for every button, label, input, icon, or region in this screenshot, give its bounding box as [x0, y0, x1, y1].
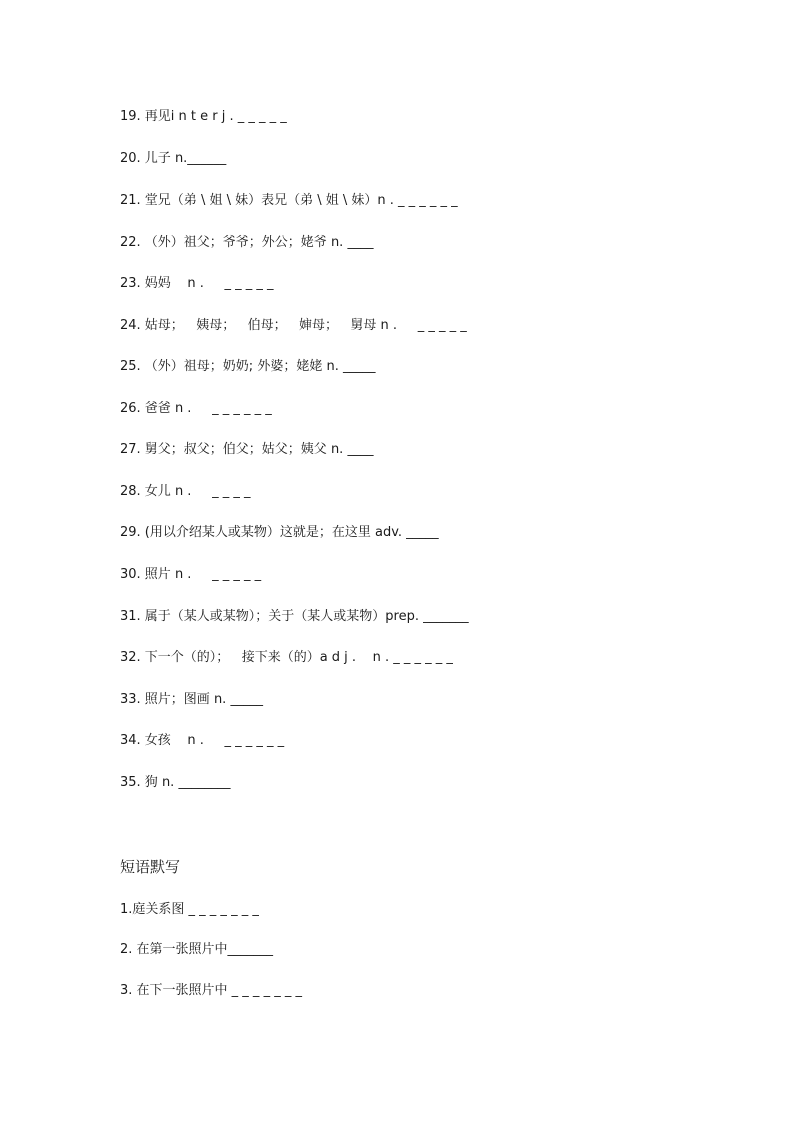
phrase-item-3: 3. 在下一张照片中 _ _ _ _ _ _ _	[120, 983, 302, 998]
vocab-item-20: 20. 儿子 n.______	[120, 151, 227, 166]
vocab-item-33: 33. 照片；图画 n. _____	[120, 692, 263, 707]
vocab-item-19: 19. 再见i n t e r j . _ _ _ _ _	[120, 109, 287, 124]
vocab-item-26: 26. 爸爸 n . _ _ _ _ _ _	[120, 401, 272, 416]
phrase-item-1: 1.庭关系图 _ _ _ _ _ _ _	[120, 902, 259, 917]
vocab-item-31: 31. 属于（某人或某物）；关于（某人或某物）prep. _______	[120, 609, 469, 624]
vocab-item-27: 27. 舅父；叔父；伯父；姑父；姨父 n. ____	[120, 442, 374, 457]
vocab-item-23: 23. 妈妈 n . _ _ _ _ _	[120, 276, 274, 291]
vocab-item-25: 25. （外）祖母；奶奶; 外婆；姥姥 n. _____	[120, 359, 376, 374]
vocab-item-35: 35. 狗 n. ________	[120, 775, 231, 790]
vocab-item-29: 29. (用以介绍某人或某物）这就是；在这里 adv. _____	[120, 525, 439, 540]
vocab-item-34: 34. 女孩 n . _ _ _ _ _ _	[120, 733, 285, 748]
vocab-item-32: 32. 下一个（的）； 接下来（的）a d j . n . _ _ _ _ _ _	[120, 650, 453, 665]
vocab-item-22: 22. （外）祖父；爷爷；外公；姥爷 n. ____	[120, 235, 374, 250]
phrases-heading: 短语默写	[120, 858, 181, 876]
vocab-item-28: 28. 女儿 n . _ _ _ _	[120, 484, 251, 499]
vocab-item-30: 30. 照片 n . _ _ _ _ _	[120, 567, 262, 582]
vocab-item-21: 21. 堂兄（弟 \ 姐 \ 妹）表兄（弟 \ 姐 \ 妹）n . _ _ _ _ _ _	[120, 193, 458, 208]
vocab-item-24: 24. 姑母； 姨母； 伯母； 婶母； 舅母 n . _ _ _ _ _	[120, 318, 467, 333]
phrase-item-2: 2. 在第一张照片中_______	[120, 942, 274, 957]
